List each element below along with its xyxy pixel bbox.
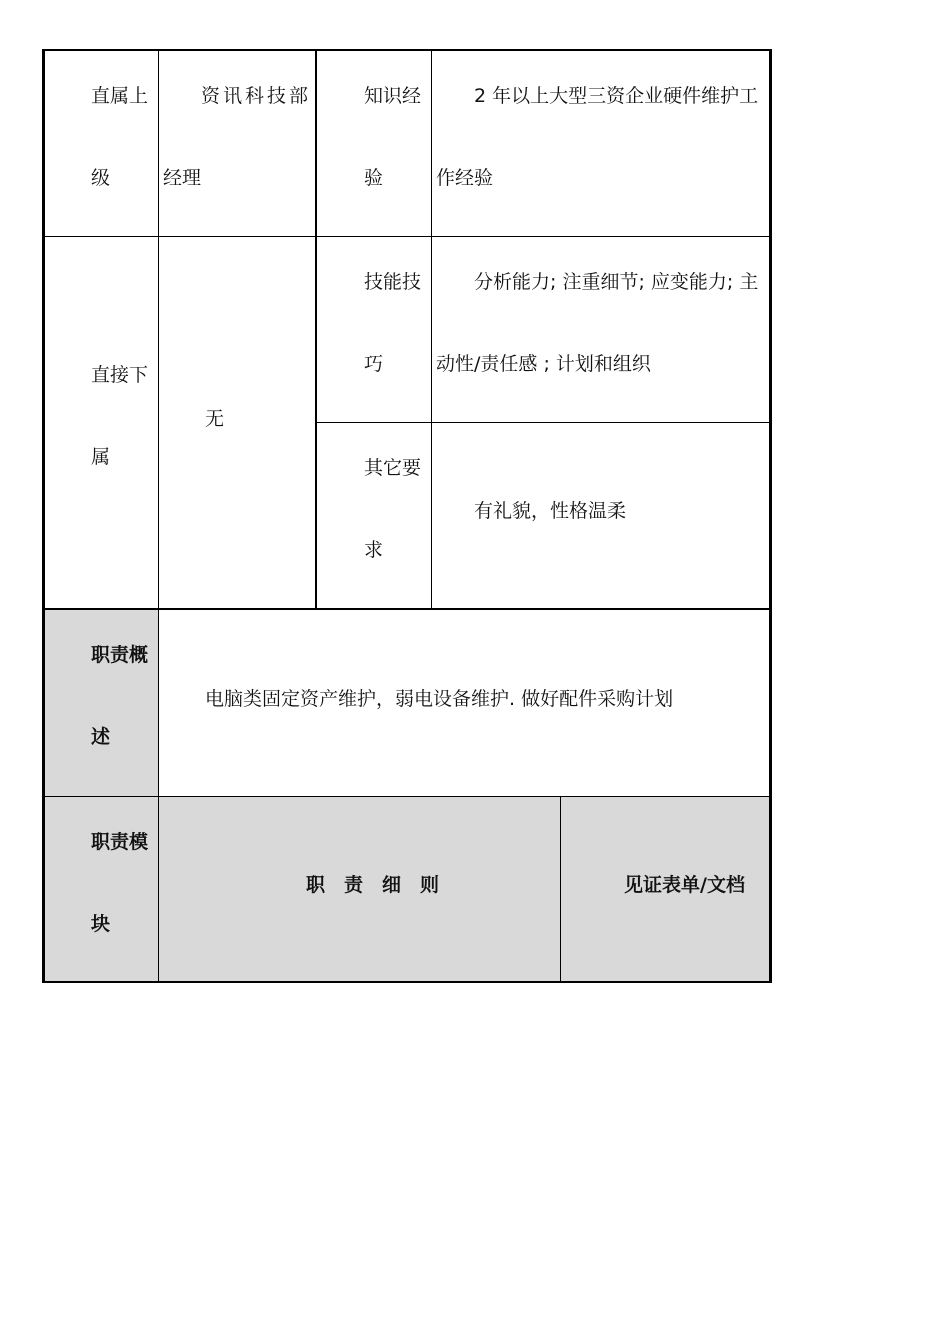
table-border-left	[42, 49, 45, 983]
skills-label-line-1: 技能技	[364, 271, 422, 293]
other-label-line-1: 其它要	[364, 457, 422, 479]
skills-label	[360, 241, 430, 405]
col-divider-2	[315, 49, 317, 609]
summary-value: 电脑类固定资产维护，弱电设备维护. 做好配件采购计划	[205, 688, 674, 710]
superior-value-line-1: 资讯科技部	[201, 85, 312, 107]
superior-label	[87, 55, 157, 219]
docs-header: 见证表单/文档	[624, 874, 745, 896]
superior-label-line-2: 级	[91, 167, 111, 189]
subordinate-label-line-1: 直接下	[91, 364, 149, 386]
other-value: 有礼貌，性格温柔	[474, 500, 627, 522]
knowledge-label-line-1: 知识经	[364, 85, 422, 107]
row-divider-4	[43, 796, 770, 797]
col-divider-4	[560, 796, 561, 982]
knowledge-label-line-2: 验	[364, 167, 384, 189]
knowledge-value-line-2: 作经验	[436, 167, 494, 189]
details-header: 职 责 细 则	[306, 874, 440, 896]
summary-label-line-1: 职责概	[91, 644, 149, 666]
row-divider-2	[315, 422, 770, 423]
row-divider-1	[43, 236, 770, 237]
knowledge-value	[432, 55, 769, 219]
table-border-right	[769, 49, 772, 983]
other-label	[360, 427, 430, 591]
skills-value-line-2: 动性/责任感 ; 计划和组织	[436, 353, 651, 375]
summary-label-line-2: 述	[91, 726, 111, 748]
module-label	[87, 801, 157, 965]
subordinate-label	[87, 334, 157, 498]
skills-label-line-2: 巧	[364, 353, 384, 375]
knowledge-label	[360, 55, 430, 219]
table-border-top	[42, 49, 772, 51]
superior-value	[159, 55, 315, 219]
superior-value-line-2: 经理	[163, 167, 202, 189]
other-label-line-2: 求	[364, 539, 384, 561]
subordinate-label-line-2: 属	[91, 446, 111, 468]
summary-label	[87, 614, 157, 778]
skills-value-line-1: 分析能力; 注重细节; 应变能力; 主	[474, 271, 759, 293]
table-border-bottom	[42, 981, 772, 983]
row-divider-3	[43, 608, 770, 610]
superior-label-line-1: 直属上	[91, 85, 149, 107]
skills-value	[432, 241, 769, 405]
subordinate-value: 无	[205, 408, 225, 430]
knowledge-value-line-1: 2 年以上大型三资企业硬件维护工	[474, 85, 759, 107]
module-label-line-1: 职责模	[91, 831, 149, 853]
module-label-line-2: 块	[91, 913, 111, 935]
